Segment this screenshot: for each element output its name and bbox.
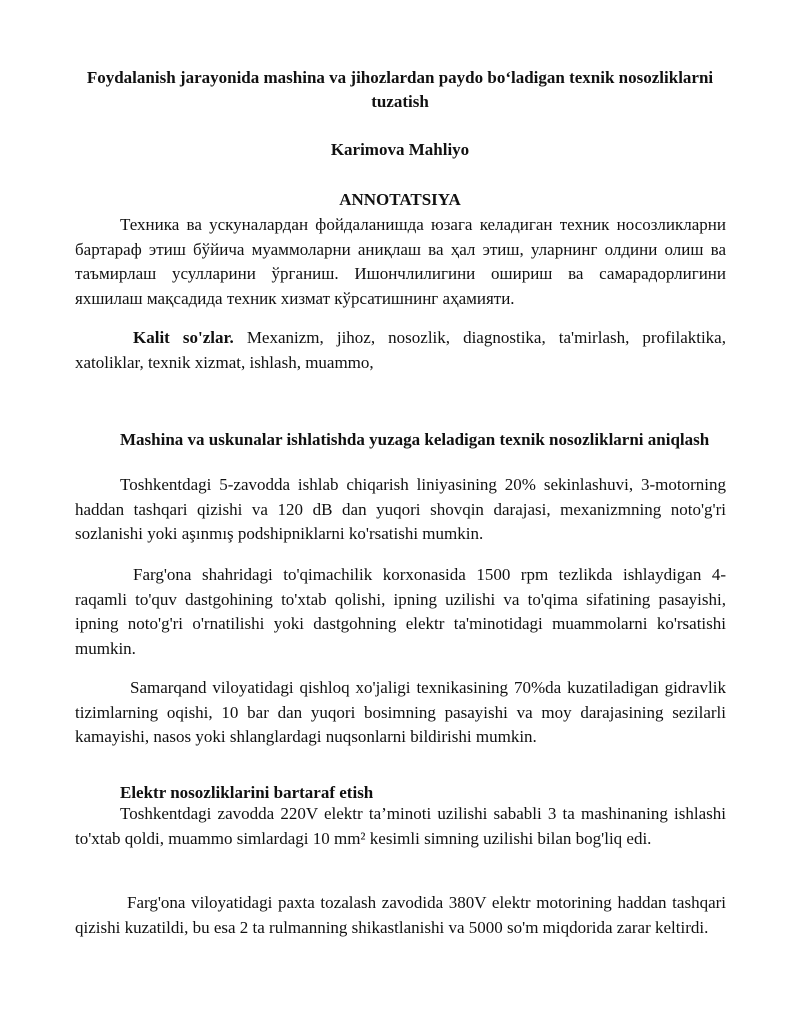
keywords-paragraph (75, 326, 726, 375)
section1-paragraph-2: Farg'ona shahridagi to'qimachilik korxonasida 1500 rpm tezlikda ishlaydigan 4-raqamli to'quv dastgohining to'xtab qolishi, ipning uzilishi va to'qima sifatining pasayishi, ipning noto'g'ri o'rnatilishi yoki dastgohning elektr ta'minotidagi muammolarni ko'rsatishi mumkin. (75, 565, 726, 658)
section-heading-diagnostics: Mashina va uskunalar ishlatishda yuzaga keladigan texnik nosozliklarni aniqlash (120, 430, 710, 449)
section2-paragraph-1: Toshkentdagi zavodda 220V elektr ta’minoti uzilishi sababli 3 ta mashinaning ishlashi to'xtab qoldi, muammo simlardagi 10 mm² kesimli simning uzilishi bilan bog'liq edi. (75, 804, 726, 848)
keywords-label: Kalit so'zlar. (133, 328, 234, 347)
section-heading-electrical: Elektr nosozliklarini bartaraf etish (120, 783, 374, 802)
annotation-heading: ANNOTATSIYA (339, 190, 461, 209)
keywords-text: Mexanizm, jihoz, nosozlik, diagnostika, ta'mirlash, profilaktika, xatoliklar, texnik xizmat, ishlash, muammo, (75, 328, 726, 372)
section2-paragraph-2: Farg'ona viloyatidagi paxta tozalash zavodida 380V elektr motorining haddan tashqari qizishi kuzatildi, bu esa 2 ta rulmanning shikastlanishi va 5000 so'm miqdorida zarar keltirdi. (75, 893, 726, 937)
section1-paragraph-3: Samarqand viloyatidagi qishloq xo'jaligi texnikasining 70%da kuzatiladigan gidravlik tizimlarning oqishi, 10 bar dan yuqori bosimning pasayishi va moy darajasining sezilarli kamayishi, nasos yoki shlanglardagi nuqsonlarni bildirishi mumkin. (75, 678, 726, 746)
author-name: Karimova Mahliyo (330, 140, 470, 159)
document-title: Foydalanish jarayonida mashina va jihozlardan paydo bo‘ladigan texnik nosozliklarni tuzatish (86, 68, 714, 111)
annotation-paragraph: Техника ва ускуналардан фойдаланишда юзага келадиган техник носозликларни бартараф этиш бўйича муаммоларни аниқлаш ва ҳал этиш, уларнинг олдини олиш ва таъмирлаш усулларини ўрганиш. Ишончлилигини ошириш ва самарадорлигини яхшилаш мақсадида техник хизмат кўрсатишнинг аҳамияти. (75, 215, 726, 308)
section1-paragraph-1: Toshkentdagi 5-zavodda ishlab chiqarish liniyasining 20% sekinlashuvi, 3-motorning haddan tashqari qizishi va 120 dB dan yuqori shovqin darajasi, mexanizmning noto'g'ri sozlanishi yoki aşınmış podshipniklarni ko'rsatishi mumkin. (75, 475, 726, 543)
